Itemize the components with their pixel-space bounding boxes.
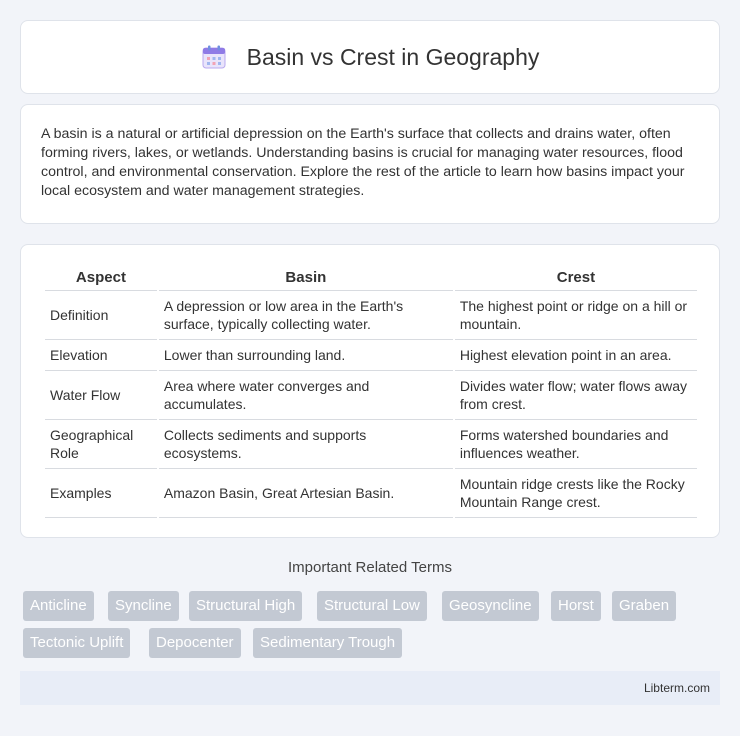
header-basin: Basin [159,265,453,291]
table-row [45,420,697,469]
row-basin: Lower than surrounding land. [159,340,453,371]
row-crest: Forms watershed boundaries and influences weather. [455,420,697,469]
tag-graben[interactable]: Graben [612,591,676,621]
intro-card [20,104,720,224]
row-crest: Highest elevation point in an area. [455,340,697,371]
row-aspect: Elevation [45,340,157,371]
table-row [45,291,697,340]
row-aspect: Water Flow [45,371,157,420]
row-aspect: Geographical Role [45,420,157,469]
tag-anticline[interactable]: Anticline [23,591,94,621]
header-crest: Crest [455,265,697,291]
row-basin: Amazon Basin, Great Artesian Basin. [159,469,453,518]
row-crest: The highest point or ridge on a hill or mountain. [455,291,697,340]
intro-paragraph: A basin is a natural or artificial depression on the Earth's surface that collects and drains water, often forming rivers, lakes, or wetlands. Understanding basins is crucial for managing water resources, flood control, and environmental conservation. Explore the rest of the article to learn how basins impact your local ecosystem and water management strategies. [41,126,685,199]
tag-horst[interactable]: Horst [551,591,601,621]
table-row [45,340,697,371]
row-aspect: Definition [45,291,157,340]
row-basin: A depression or low area in the Earth's surface, typically collecting water. [159,291,453,340]
tag-structural-low[interactable]: Structural Low [317,591,427,621]
title-card [20,20,720,94]
tag-sedimentary-trough[interactable]: Sedimentary Trough [253,628,402,658]
comparison-card [20,244,720,538]
tag-structural-high[interactable]: Structural High [189,591,302,621]
related-terms-title: Important Related Terms [288,559,452,576]
footer [20,671,720,705]
row-crest: Mountain ridge crests like the Rocky Mountain Range crest. [455,469,697,518]
row-basin: Area where water converges and accumulates. [159,371,453,420]
page-title: Basin vs Crest in Geography [246,43,540,70]
calendar-icon [201,44,227,70]
row-crest: Divides water flow; water flows away from crest. [455,371,697,420]
row-basin: Collects sediments and supports ecosystems. [159,420,453,469]
row-aspect: Examples [45,469,157,518]
table-row [45,371,697,420]
tag-tectonic-uplift[interactable]: Tectonic Uplift [23,628,130,658]
comparison-table [43,265,699,518]
tag-geosyncline[interactable]: Geosyncline [442,591,539,621]
header-aspect: Aspect [45,265,157,291]
footer-brand-link[interactable]: Libterm.com [643,681,710,695]
table-row [45,469,697,518]
tag-depocenter[interactable]: Depocenter [149,628,241,658]
tag-syncline[interactable]: Syncline [108,591,179,621]
